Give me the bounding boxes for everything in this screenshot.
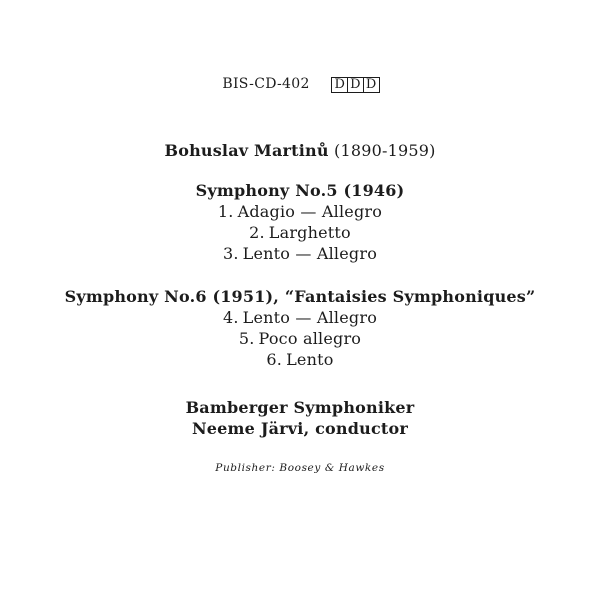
performers-block: [0, 397, 600, 439]
catalog-number: BIS-CD-402: [222, 76, 310, 92]
movement-item: [0, 349, 600, 370]
symphony-5-heading: [0, 180, 600, 201]
ddd-code-badge: [332, 77, 379, 93]
movement-item: [0, 222, 600, 243]
composer-line: [0, 140, 600, 161]
movement-title: Lento: [286, 350, 334, 369]
symphony-5-year: (1946): [343, 181, 405, 200]
symphony-5-block: [0, 180, 600, 264]
movement-title: Lento — Allegro: [242, 244, 378, 263]
ddd-box-2: D: [347, 77, 364, 93]
movement-number: 2.: [249, 223, 265, 242]
movement-title: Larghetto: [268, 223, 351, 242]
symphony-6-block: [0, 286, 600, 370]
movement-item: [0, 201, 600, 222]
publisher-credit: Publisher: Boosey & Hawkes: [215, 462, 385, 474]
movement-title: Adagio — Allegro: [237, 202, 383, 221]
movement-item: [0, 307, 600, 328]
ddd-box-1: D: [331, 77, 348, 93]
movement-number: 5.: [238, 329, 255, 348]
movement-title: Lento — Allegro: [242, 308, 378, 327]
movement-item: [0, 328, 600, 349]
composer-name: Bohuslav Martinů: [164, 141, 329, 160]
movement-number: 3.: [222, 244, 239, 263]
conductor-name: Neeme Järvi, conductor: [191, 419, 409, 438]
orchestra-name: Bamberger Symphoniker: [185, 398, 415, 417]
movement-number: 1.: [217, 202, 234, 221]
catalog-line: [0, 76, 600, 93]
movement-number: 4.: [222, 308, 239, 327]
movement-number: 6.: [266, 350, 283, 369]
symphony-5-title: Symphony No.5: [195, 181, 338, 200]
movement-item: [0, 243, 600, 264]
ddd-box-3: D: [363, 77, 380, 93]
composer-dates: (1890-1959): [334, 141, 436, 160]
symphony-6-title: Symphony No.6 (1951), “Fantaisies Symphoniques”: [64, 287, 536, 306]
movement-title: Poco allegro: [258, 329, 362, 348]
